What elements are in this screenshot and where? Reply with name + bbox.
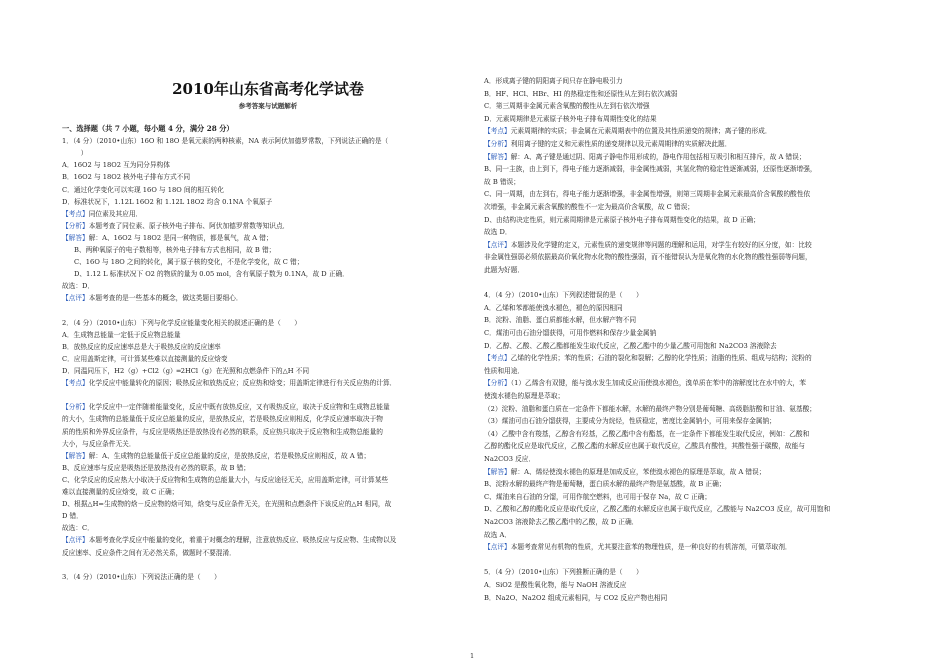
text-line: C．通过化学变化可以实现 16O 与 18O 间的相互转化: [62, 185, 224, 194]
text-line: D．标准状况下，1.12L 16O2 和 1.12L 18O2 均含 0.1NA 个氧原子: [62, 197, 273, 206]
text-line: B、反应速率与反应是吸热还是放热没有必然的联系，故 B 错；: [62, 463, 250, 472]
text-line: C、化学反应的反应热大小取决于反应物和生成物的总能量大小，与反应途径无关，应用盖斯定律，可计算某些: [62, 475, 389, 484]
text-line: 乙醇的酯化反应是取代反应，乙酸乙酯的水解反应也属于取代反应，乙酸具有酸性，其酸性强于碳酸，故能与: [484, 442, 805, 451]
text-line: Na2CO3 溶液除去乙酸乙酯中的乙酸，故 D 正确．: [484, 518, 639, 526]
text-line: B．放热反应的反应速率总是大于吸热反应的反应速率: [62, 342, 221, 351]
section-tag: 【分析】: [62, 221, 89, 230]
text-line: 5．（4 分）（2010•山东）下列推断正确的是（ ）: [484, 568, 643, 577]
annotated-line: 【点评】本题涉及化学键的定义，元素性质的递变规律等问题的理解和运用，对学生有较好的区分度，如：比较: [484, 240, 812, 249]
section-tag: 【分析】: [62, 403, 89, 412]
text-line: 反应速率、反应条件之间有无必然关系，做题时不要混淆．: [62, 548, 236, 557]
annotated-line: 【考点】乙烯的化学性质；苯的性质；石油的裂化和裂解；乙醇的化学性质；油脂的性质、组成与结构；淀粉的: [484, 354, 812, 363]
page-number: 1: [470, 652, 475, 660]
text-line: 1．（4 分）（2010•山东）16O 和 18O 是氧元素的两种核素，NA 表示阿伏加德罗常数，下列说法正确的是（: [62, 137, 389, 146]
text-line: A．生成物总能量一定低于反应物总能量: [62, 330, 181, 339]
annotated-line: 【解答】解：A、离子键是通过阴、阳离子静电作用形成的，静电作用包括相互吸引和相互排斥，故 A 错误；: [484, 152, 806, 161]
annotated-line: 【解答】解：A、烯烃使溴水褪色的原理是加成反应，苯使溴水褪色的原理是萃取，故 A 错误；: [484, 467, 766, 476]
annotated-line: 【解答】解：A、生成物的总能量低于反应总能量的反应，是放热反应，若是吸热反应则相反，故 A 错；: [62, 451, 371, 460]
text-line: （4）乙酸中含有羧基，乙醇含有羟基，乙酸乙酯中含有酯基，在一定条件下都能发生取代反应，例如：乙酸和: [484, 429, 810, 438]
text-line: B．淀粉、油脂、蛋白质都能水解，但水解产物不同: [484, 316, 637, 325]
text-line: C．煤油可由石油分馏获得，可用作燃料和保存少量金属钠: [484, 329, 657, 337]
text-line: D、1.12 L 标准状况下 O2 的物质的量为 0.05 mol，含有氧原子数为 0.1NA，故 D 正确．: [74, 270, 349, 279]
text-line: ）: [74, 149, 88, 158]
section-tag: 【点评】: [484, 543, 511, 552]
text-line: C、16O 与 18O 之间的转化，属于原子核的变化，不是化学变化，故 C 错；: [74, 258, 304, 267]
annotated-line: 【分析】化学反应中一定伴随着能量变化，反应中既有放热反应，又有吸热反应，取决于反应物和生成物总能量: [62, 403, 390, 412]
text-line: 大小，与反应条件无关．: [62, 439, 136, 448]
section-tag: 【分析】: [484, 140, 511, 148]
section-tag: 【解答】: [62, 451, 89, 460]
text-line: A．乙烯和苯都能使溴水褪色，褪色的原因相同: [484, 303, 623, 312]
text-line: 难以直接测量的反应焓变，故 C 正确；: [62, 488, 179, 496]
section-tag: 【考点】: [484, 127, 511, 136]
text-line: 2．（4 分）（2010•山东）下列与化学反应能量变化相关的叙述正确的是（ ）: [62, 318, 301, 327]
text-line: D、乙酸和乙醇的酯化反应是取代反应，乙酸乙酯的水解反应也属于取代反应，乙酸能与 Na2CO3 反应，故可用饱和: [484, 505, 831, 514]
text-line: 3．（4 分）（2010•山东）下列说法正确的是（ ）: [62, 572, 221, 581]
text-line: D、根据△H=生成物的焓－反应物的焓可知，焓变与反应条件无关，在光照和点燃条件下该反应的△H 相同，故: [62, 500, 392, 509]
text-line: C、煤油来自石油的分馏，可用作航空燃料，也可用于保存 Na，故 C 正确；: [484, 492, 712, 501]
text-line: D 错．: [62, 512, 83, 521]
text-line: 故选：D．: [62, 282, 95, 291]
text-line: Na2CO3 反应．: [484, 455, 536, 463]
text-line: B．Na2O、Na2O2 组成元素相同，与 CO2 反应产物也相同: [484, 593, 668, 602]
annotated-line: 【考点】元素周期律的实质；非金属在元素周期表中的位置及其性质递变的规律；离子键的形成．: [484, 127, 772, 136]
section-tag: 【考点】: [62, 209, 89, 218]
annotated-line: 【点评】本题考查化学反应中能量的变化，着重于对概念的理解，注意放热反应、吸热反应与反应物、生成物以及: [62, 536, 397, 545]
text-line: 次增强，非金属元素含氧酸的酸性不一定为最高价含氧酸，故 C 错误；: [484, 203, 694, 211]
text-line: B、淀粉水解的最终产物是葡萄糖，蛋白质水解的最终产物是氨基酸，故 B 正确；: [484, 480, 726, 489]
section-tag: 【点评】: [484, 240, 511, 249]
text-line: 故选 A．: [484, 530, 512, 539]
text-line: B、同一主族，由上到下，得电子能力逐渐减弱，非金属性减弱，其氢化物的稳定性逐渐减弱，还原性逐渐增强，: [484, 165, 817, 174]
text-line: A．SiO2 是酸性氧化物，能与 NaOH 溶液反应: [484, 581, 627, 589]
text-line: 使溴水褪色的原理是萃取；: [484, 392, 565, 400]
section-tag: 【解答】: [484, 467, 511, 476]
text-line: （2）淀粉、油脂和蛋白质在一定条件下都能水解，水解的最终产物分别是葡萄糖、高级脂肪酸和甘油、氨基酸；: [484, 404, 816, 413]
text-line: C、同一周期，由左到右，得电子能力逐渐增强，非金属性增强，则第三周期非金属元素最高价含氧酸的酸性依: [484, 190, 811, 199]
text-line: A．16O2 与 18O2 互为同分异构体: [62, 161, 170, 170]
annotated-line: 【分析】本题考查了同位素、原子核外电子排布、阿伏加德罗常数等知识点．: [62, 221, 290, 230]
text-line: D、由结构决定性质，则元素周期律是元素原子核外电子排布周期性变化的结果，故 D 正确；: [484, 215, 760, 224]
text-line: （3）煤油可由石油分馏获得，主要成分为烷烃，性质稳定，密度比金属钠小，可用来保存金属钠；: [484, 417, 776, 426]
section-heading: 一、选择题（共 7 小题，每小题 4 分，满分 28 分）: [62, 124, 234, 133]
annotated-line: 【点评】本题考查的是一些基本的概念，做这类题目要细心．: [62, 294, 243, 303]
text-line: B．16O2 与 18O2 核外电子排布方式不同: [62, 173, 191, 182]
text-line: C．第三周期非金属元素含氧酸的酸性从左到右依次增强: [484, 102, 650, 111]
section-tag: 【解答】: [484, 152, 511, 161]
text-line: 故选：C．: [62, 524, 94, 533]
section-tag: 【考点】: [62, 379, 89, 388]
text-line: B、两种氧原子的电子数相等，核外电子排布方式也相同，故 B 错；: [74, 246, 276, 254]
text-line: 故选 D．: [484, 228, 512, 237]
annotated-line: 【分析】利用离子键的定义和元素性质的递变规律以及元素周期律的实质解决此题．: [484, 140, 732, 148]
text-line: D．同温同压下，H2（g）+Cl2（g）═2HCl（g）在光照和点燃条件下的△H 不同: [62, 367, 310, 375]
section-tag: 【点评】: [62, 536, 89, 545]
doc-subtitle: 参考答案与试题解析: [238, 102, 298, 110]
text-line: C．应用盖斯定律，可计算某些难以直接测量的反应焓变: [62, 354, 228, 363]
text-line: 故 B 错误；: [484, 177, 520, 186]
doc-title: 2010年山东省高考化学试卷: [172, 80, 364, 98]
text-line: 质的性质和外界反应条件，与反应是吸热还是放热没有必然的联系，反应热只取决于反应物和生成物总能量的: [62, 427, 383, 436]
text-line: 此题为好题．: [484, 266, 525, 274]
text-line: D．元素周期律是元素原子核外电子排布周期性变化的结果: [484, 114, 657, 123]
text-line: 性质和用途．: [484, 366, 525, 375]
text-line: 的大小，生成物的总能量低于反应总能量的反应，是放热反应，若是吸热反应则相反，化学反应速率取决于物: [62, 415, 383, 424]
text-line: B．HF、HCl、HBr、HI 的热稳定性和还原性从左到右依次减弱: [484, 89, 678, 98]
annotated-line: 【考点】化学反应中能量转化的原因；吸热反应和放热反应；反应热和焓变；用盖斯定律进行有关反应热的计算．: [62, 379, 397, 388]
section-tag: 【分析】: [484, 379, 511, 388]
annotated-line: 【解答】解：A、16O2 与 18O2 是同一种物质，都是氧气，故 A 错；: [62, 233, 273, 242]
annotated-line: 【考点】同位素及其应用．: [62, 209, 143, 218]
text-line: 4．（4 分）（2010•山东）下列叙述错误的是（ ）: [484, 291, 643, 300]
section-tag: 【点评】: [62, 294, 89, 303]
text-line: A．形成离子键的阴阳离子间只存在静电吸引力: [484, 77, 623, 85]
section-tag: 【考点】: [484, 354, 511, 363]
annotated-line: 【点评】本题考查常见有机物的性质，尤其要注意苯的物理性质，是一种良好的有机溶剂，可做萃取剂．: [484, 543, 792, 552]
section-tag: 【解答】: [62, 233, 89, 242]
text-line: 非金属性强弱必须依据最高价氧化物水化物的酸性强弱，而不能错误认为是氧化物的水化物的酸性强弱等问题，: [484, 253, 812, 262]
annotated-line: 【分析】（1）乙烯含有双键，能与溴水发生加成反应而使溴水褪色，溴单质在苯中的溶解度比在水中的大，苯: [484, 379, 806, 388]
text-line: D．乙醇、乙酸、乙酸乙酯都能发生取代反应，乙酸乙酯中的少量乙酸可用饱和 Na2CO3 溶液除去: [484, 341, 777, 350]
